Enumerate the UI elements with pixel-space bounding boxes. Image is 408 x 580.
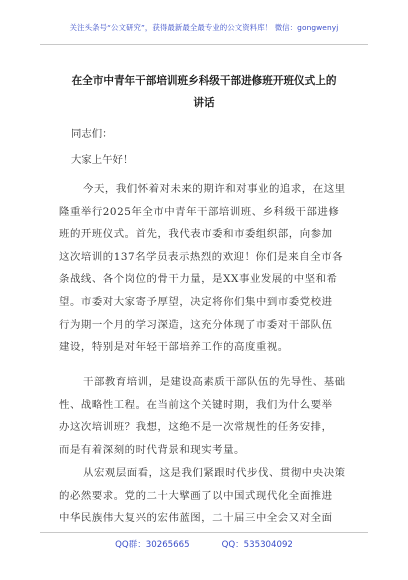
paragraph-line: 隆重举行2025年全市中青年干部培训班、乡科级干部进修: [59, 205, 340, 218]
paragraph-line: 而是有着深刻的时代背景和现实考量。: [59, 443, 245, 456]
document-title: [44, 70, 364, 114]
paragraph-line: 望。市委对大家寄予厚望，决定将你们集中到市委党校进: [59, 295, 333, 308]
body-paragraph: [59, 371, 351, 461]
paragraph-line: 建设，特别是对年轻干部培养工作的高度重视。: [59, 341, 289, 354]
paragraph-line: 的必然要求。党的二十大擘画了以中国式现代化全面推进: [59, 489, 333, 502]
footer-contact: [0, 538, 408, 550]
footer-qq-group: QQ群：30265665: [115, 540, 190, 550]
document-title-line: 讲话: [193, 97, 215, 109]
paragraph-line: 性、战略性工程。在当前这个关键时期，我们为什么要举: [59, 398, 333, 411]
paragraph-line: 办这次培训班？我想，这绝不是一次常规性的任务安排，: [59, 421, 333, 434]
footer-qq: QQ：535304092: [221, 540, 293, 550]
paragraph-line: 中华民族伟大复兴的宏伟蓝图，二十届三中全会又对全面: [59, 512, 333, 525]
paragraph-line: 今天，我们怀着对未来的期许和对事业的追求，在这里: [83, 183, 346, 195]
paragraph-line: 干部教育培训，是建设高素质干部队伍的先导性、基础: [83, 376, 346, 388]
paragraph-line: 这次培训的137名学员表示热烈的欢迎！你们是来自全市各: [59, 250, 344, 263]
paragraph-line: 从宏观层面看，这是我们紧跟时代步伐、贯彻中央决策: [83, 467, 346, 479]
greeting: 大家上午好！: [71, 154, 134, 166]
footer-divider: [40, 532, 368, 533]
header-banner: 关注头条号“公文研究”，获得最新最全最专业的公文资料库！ 微信：gongwenyj: [69, 23, 339, 32]
paragraph-line: 行为期一个月的学习深造，这充分体现了市委对干部队伍: [59, 318, 333, 331]
document-title-line: 在全市中青年干部培训班乡科级干部进修班开班仪式上的: [71, 75, 337, 87]
salutation: 同志们：: [71, 128, 113, 140]
header-divider: [40, 44, 368, 45]
body-paragraph: [59, 178, 351, 359]
paragraph-line: 条战线、各个岗位的骨干力量，是XX事业发展的中坚和希: [59, 273, 338, 286]
paragraph-line: 班的开班仪式。首先，我代表市委和市委组织部，向参加: [59, 228, 333, 241]
body-paragraph: [59, 462, 351, 530]
